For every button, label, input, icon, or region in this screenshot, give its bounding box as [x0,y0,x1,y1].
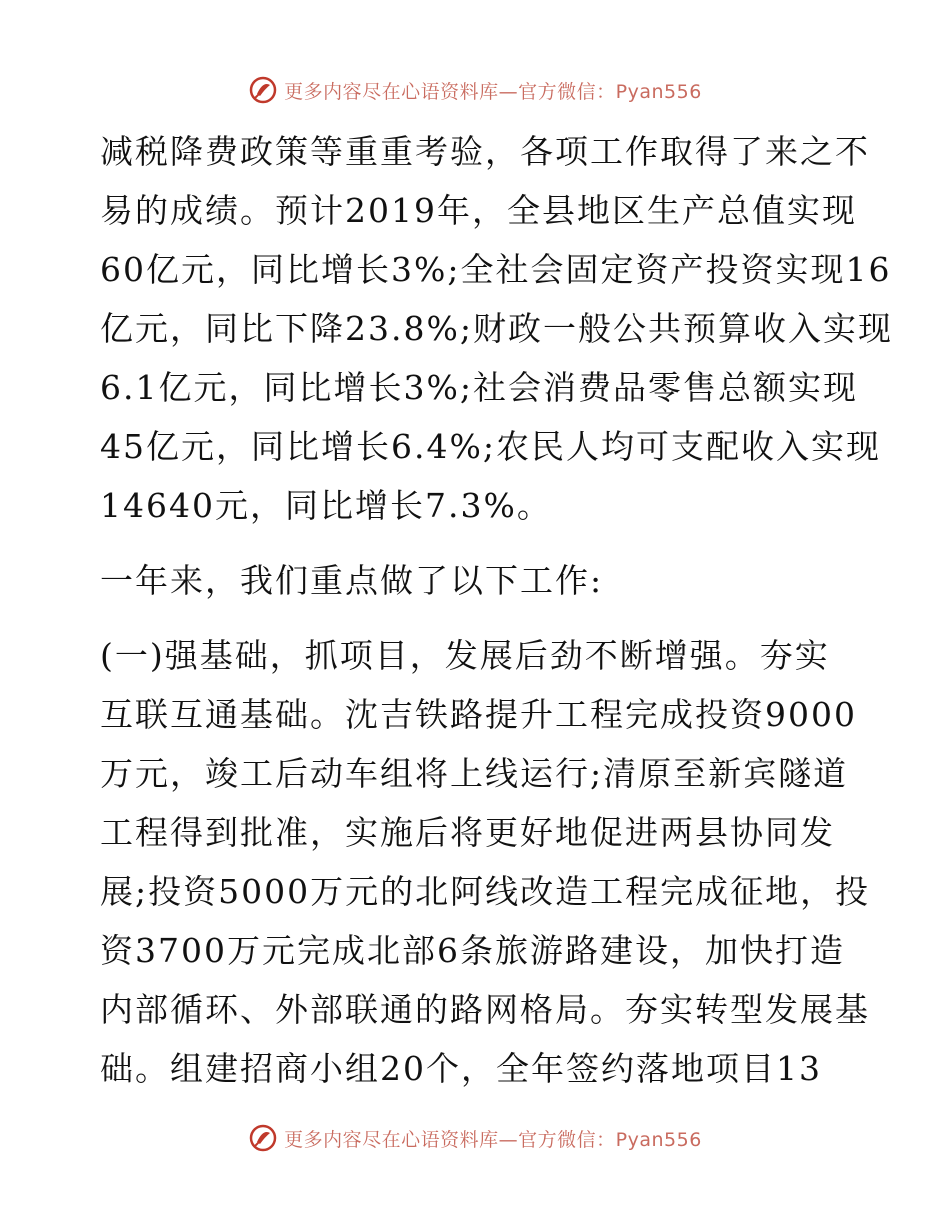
document-body [100,122,893,1098]
text-line: 亿元，同比下降23.8%;财政一般公共预算收入实现 [100,309,893,348]
footer-watermark-text: 更多内容尽在心语资料库—官方微信：Pyan556 [284,1128,702,1151]
text-line: 互联互通基础。沈吉铁路提升工程完成投资9000 [100,695,857,734]
paragraph-intro [100,551,870,610]
text-line: (一)强基础，抓项目，发展后劲不断增强。夯实 [100,636,830,675]
text-line: 资3700万元完成北部6条旅游路建设，加快打造 [100,931,845,970]
header-watermark-text: 更多内容尽在心语资料库—官方微信：Pyan556 [284,80,702,103]
text-line: 减税降费政策等重重考验，各项工作取得了来之不 [100,132,870,171]
text-line: 14640元，同比增长7.3%。 [100,486,552,525]
text-line: 万元，竣工后动车组将上线运行;清原至新宾隧道 [100,754,849,793]
text-line: 内部循环、外部联通的路网格局。夯实转型发展基 [100,990,870,1029]
paragraph-summary [100,122,893,535]
text-line: 展;投资5000万元的北阿线改造工程完成征地，投 [100,872,871,911]
text-line: 45亿元，同比增长6.4%;农民人均可支配收入实现 [100,427,881,466]
text-line: 6.1亿元，同比增长3%;社会消费品零售总额实现 [100,368,858,407]
paragraph-section-one [100,626,870,1098]
text-line: 础。组建招商小组20个，全年签约落地项目13 [100,1049,822,1088]
text-line: 工程得到批准，实施后将更好地促进两县协同发 [100,813,835,852]
text-line: 60亿元，同比增长3%;全社会固定资产投资实现16 [100,250,892,289]
footer-watermark [0,1120,950,1156]
logo-icon [248,75,278,105]
text-line: 易的成绩。预计2019年，全县地区生产总值实现 [100,191,857,230]
logo-icon [248,1123,278,1153]
header-watermark [0,72,950,108]
text-line: 一年来，我们重点做了以下工作: [100,561,604,600]
